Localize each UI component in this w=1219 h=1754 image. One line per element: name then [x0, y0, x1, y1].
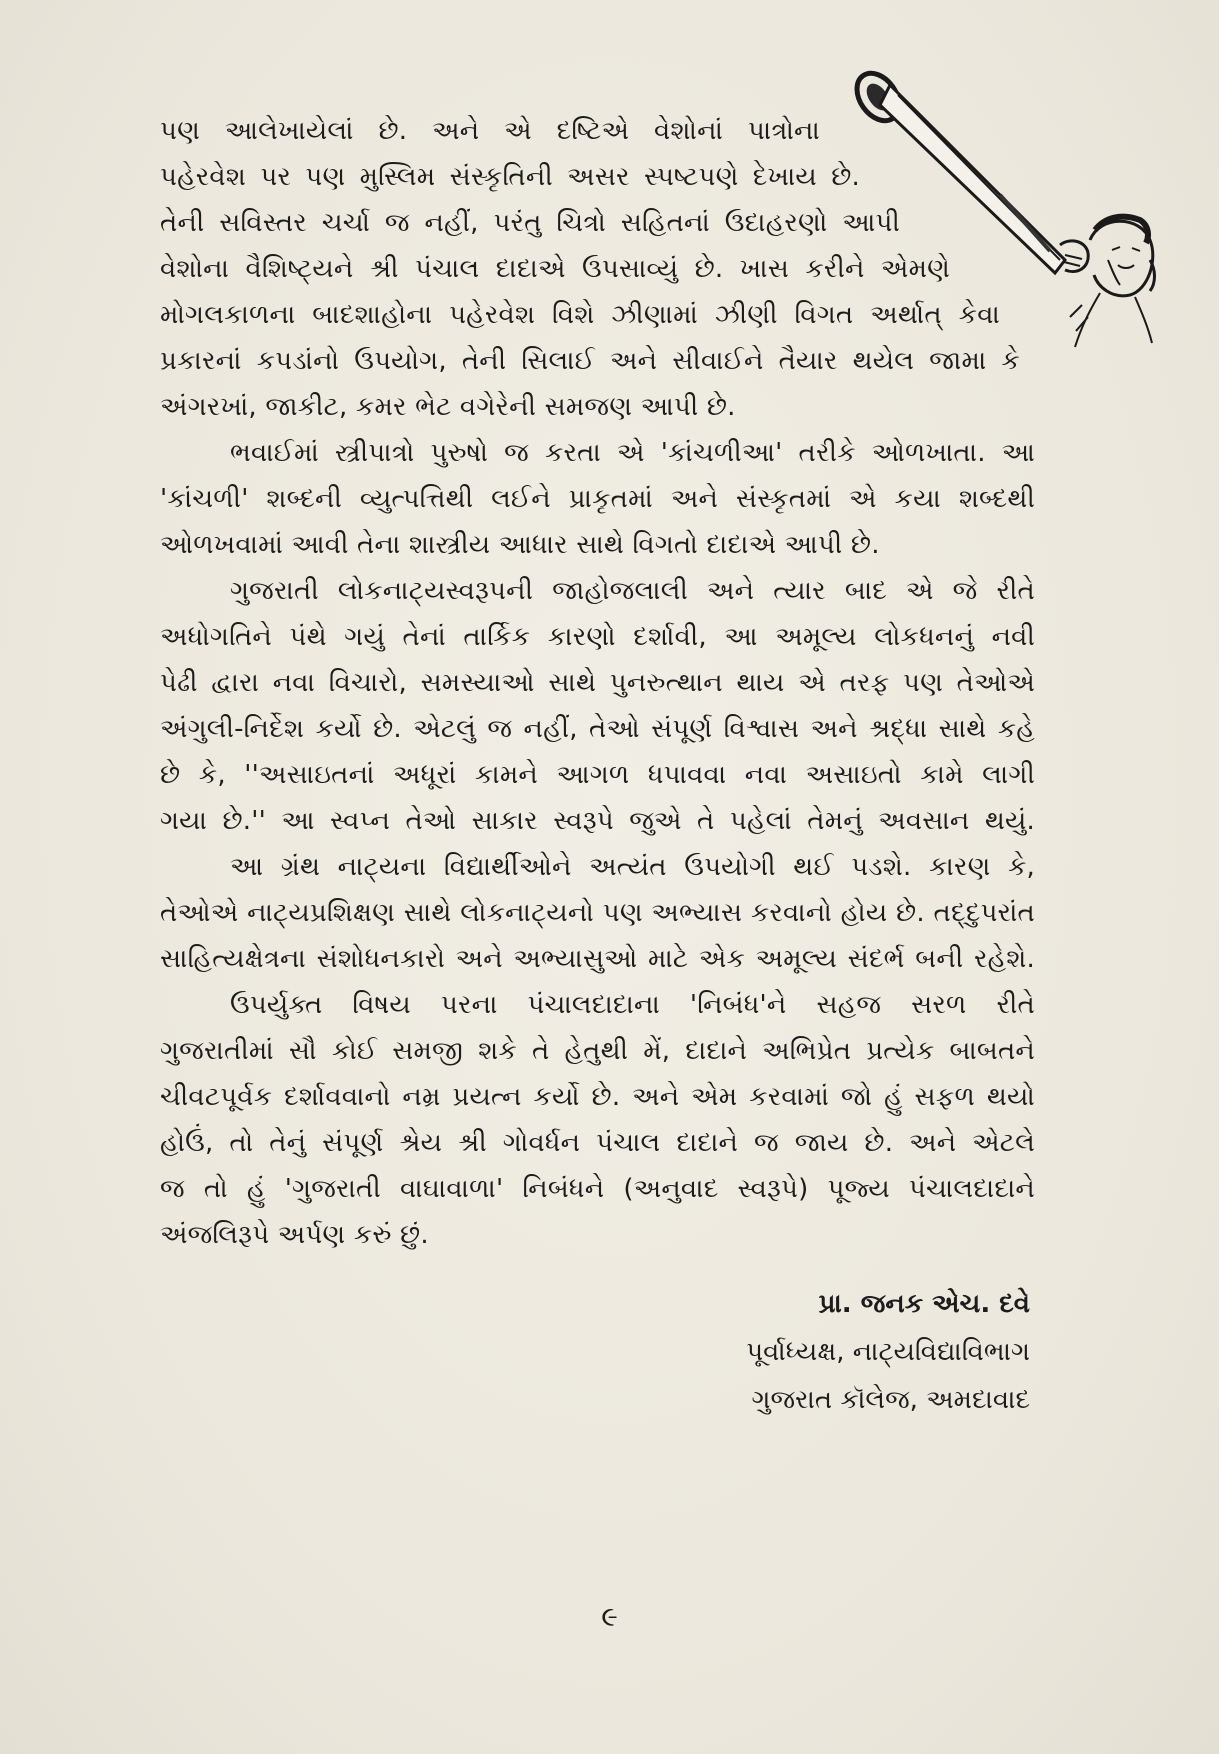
text-line: આ ગ્રંથ નાટ્યના વિદ્યાર્થીઓને અત્યંત ઉપયોગી થઈ પડશે. કારણ કે, — [230, 852, 1035, 882]
text-line: ગયા છે.'' આ સ્વપ્ન તેઓ સાકાર સ્વરૂપે જુએ તે પહેલાં તેમનું અવસાન થયું. — [160, 806, 1035, 836]
text-line: અંજલિરૂપે અર્પણ કરું છું. — [160, 1220, 429, 1250]
text-line: ઉપર્યુક્ત વિષય પરના પંચાલદાદાના 'નિબંધ'ને સહજ સરળ રીતે — [230, 990, 1035, 1020]
text-line: ચીવટપૂર્વક દર્શાવવાનો નમ્ર પ્રયત્ન કર્યો છે. અને એમ કરવામાં જો હું સફળ થયો — [160, 1082, 1035, 1112]
author-title: પૂર્વાધ્યક્ષ, નાટ્યવિદ્યાવિભાગ — [746, 1337, 1030, 1367]
text-line: 'કાંચળી' શબ્દની વ્યુત્પત્તિથી લઈને પ્રાકૃતમાં અને સંસ્કૃતમાં એ કયા શબ્દથી — [160, 484, 1035, 514]
text-line: જ તો હું 'ગુજરાતી વાઘાવાળા' નિબંધને (અનુવાદ સ્વરૂપે) પૂજ્ય પંચાલદાદાને — [160, 1174, 1035, 1204]
text-line: ગુજરાતીમાં સૌ કોઈ સમજી શકે તે હેતુથી મેં, દાદાને અભિપ્રેત પ્રત્યેક બાબતને — [160, 1036, 1035, 1066]
text-line: પહેરવેશ પર પણ મુસ્લિમ સંસ્કૃતિની અસર સ્પષ્ટપણે દેખાય છે. — [160, 162, 860, 192]
text-line: અંગુલી-નિર્દેશ કર્યો છે. એટલું જ નહીં, તેઓ સંપૂર્ણ વિશ્વાસ અને શ્રદ્ધા સાથે કહે — [160, 714, 1035, 744]
paragraph-5 — [160, 982, 1035, 1258]
text-line: છે કે, ''અસાઇતનાં અધૂરાં કામને આગળ ધપાવવા નવા અસાઇતો કામે લાગી — [160, 760, 1035, 790]
page-number: ૯ — [601, 1600, 618, 1633]
text-line: તેઓએ નાટ્યપ્રશિક્ષણ સાથે લોકનાટ્યનો પણ અભ્યાસ કરવાનો હોય છે. તદ્દુપરાંત — [160, 898, 1035, 928]
paragraph-3 — [160, 568, 1035, 844]
author-name: પ્રા. જનક એચ. દવે — [818, 1289, 1030, 1319]
signature-block — [746, 1280, 1030, 1424]
text-line: પેઢી દ્વારા નવા વિચારો, સમસ્યાઓ સાથે પુનરુત્થાન થાય એ તરફ પણ તેઓએ — [160, 668, 1035, 698]
text-line: વેશોના વૈશિષ્ટ્યને શ્રી પંચાલ દાદાએ ઉપસાવ્યું છે. ખાસ કરીને એમણે — [160, 254, 950, 284]
paragraph-2 — [160, 430, 1035, 568]
text-line: પણ આલેખાયેલાં છે. અને એ દષ્ટિએ વેશોનાં પાત્રોના — [160, 116, 820, 146]
text-line: ઓળખવામાં આવી તેના શાસ્ત્રીય આધાર સાથે વિગતો દાદાએ આપી છે. — [160, 530, 880, 560]
text-line: ભવાઈમાં સ્ત્રીપાત્રો પુરુષો જ કરતા એ 'કાંચળીઆ' તરીકે ઓળખાતા. આ — [230, 438, 1035, 468]
author-institution: ગુજરાત કૉલેજ, અમદાવાદ — [751, 1385, 1030, 1415]
paragraph-1 — [160, 108, 1035, 430]
text-line: ગુજરાતી લોકનાટ્યસ્વરૂપની જાહોજલાલી અને ત્યાર બાદ એ જે રીતે — [230, 576, 1035, 606]
text-line: તેની સવિસ્તર ચર્ચા જ નહીં, પરંતુ ચિત્રો સહિતનાં ઉદાહરણો આપી — [160, 208, 900, 238]
text-line: હોઉં, તો તેનું સંપૂર્ણ શ્રેય શ્રી ગોવર્ધન પંચાલ દાદાને જ જાય છે. અને એટલે — [160, 1128, 1035, 1158]
paragraph-4 — [160, 844, 1035, 982]
text-line: સાહિત્યક્ષેત્રના સંશોધનકારો અને અભ્યાસુઓ માટે એક અમૂલ્ય સંદર્ભ બની રહેશે. — [160, 944, 1035, 974]
text-line: અંગરખાં, જાકીટ, કમર ભેટ વગેરેની સમજણ આપી છે. — [160, 392, 736, 422]
body-text — [160, 108, 1035, 1258]
text-line: અધોગતિને પંથે ગયું તેનાં તાર્કિક કારણો દર્શાવી, આ અમૂલ્ય લોકધનનું નવી — [160, 622, 1035, 652]
text-line: મોગલકાળના બાદશાહોના પહેરવેશ વિશે ઝીણામાં ઝીણી વિગત અર્થાત્ કેવા — [160, 300, 1000, 330]
text-line: પ્રકારનાં કપડાંનો ઉપયોગ, તેની સિલાઈ અને સીવાઈને તૈયાર થયેલ જામા કે — [160, 346, 1020, 376]
